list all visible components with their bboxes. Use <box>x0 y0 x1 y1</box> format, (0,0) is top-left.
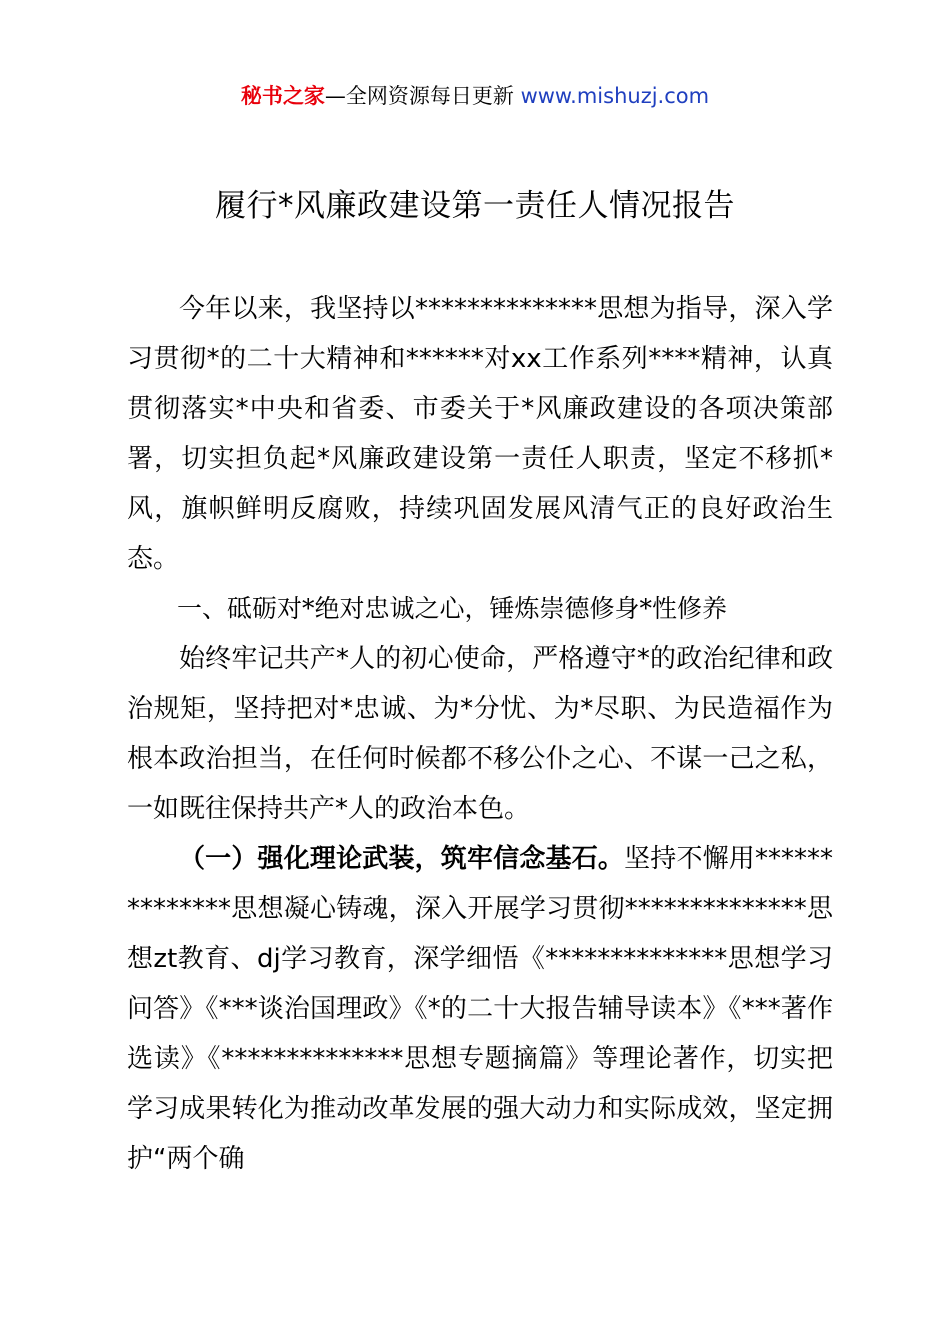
site-url-link[interactable]: www.mishuzj.com <box>520 84 710 108</box>
section-heading: 一、砥砺对*绝对忠诚之心，锤炼崇德修身*性修养 <box>177 594 728 623</box>
site-name: 秘书之家 <box>240 84 325 108</box>
section-paragraph: 始终牢记共产*人的初心使命，严格遵守*的政治纪律和政治规矩，坚持把对*忠诚、为*分忧、为*尽职、为民造福作为根本政治担当，在任何时候都不移公仆之心、不谋一己之私，一如既往保持共产*人的政治本色。 <box>127 644 833 824</box>
document-body <box>127 284 833 1184</box>
subsection-paragraph <box>127 834 833 1184</box>
subsection-text: 坚持不懈用**************思想凝心铸魂，深入开展学习贯彻**************思想zt教育、dj学习教育，深学细悟《**************思想学习问答》《***谈治国理政》《*的二十大报告辅导读本》《***著作选读》《**************思想专题摘篇》等理论著作，切实把学习成果转化为推动改革发展的强大动力和实际成效，坚定拥护“两个确 <box>127 844 833 1174</box>
document-title: 履行*风廉政建设第一责任人情况报告 <box>215 188 735 224</box>
subsection-heading: （一）强化理论武装，筑牢信念基石。 <box>179 844 625 874</box>
site-slogan: —全网资源每日更新 <box>324 84 514 108</box>
intro-paragraph: 今年以来，我坚持以**************思想为指导，深入学习贯彻*的二十大精神和******对xx工作系列****精神，认真贯彻落实*中央和省委、市委关于*风廉政建设的各项决策部署，切实担负起*风廉政建设第一责任人职责，坚定不移抓*风，旗帜鲜明反腐败，持续巩固发展风清气正的良好政治生态。 <box>127 294 833 574</box>
site-header <box>0 80 950 112</box>
